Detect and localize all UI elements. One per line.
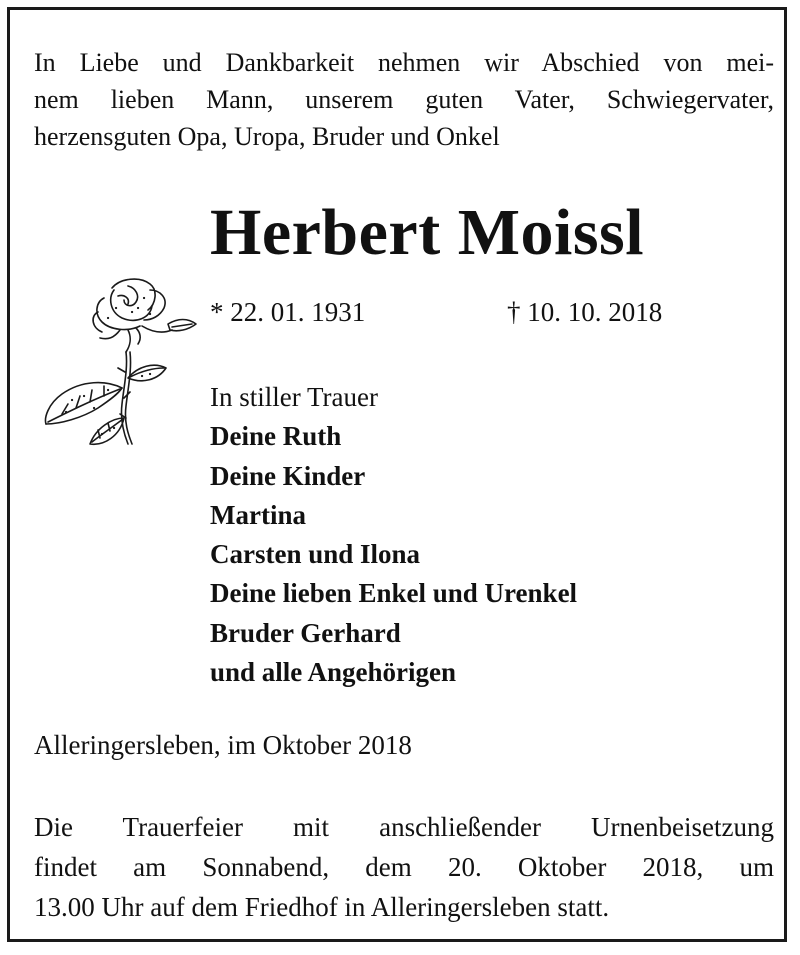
rose-icon [32,268,207,453]
mourning-phrase: In stiller Trauer [210,382,378,412]
mourner-name: Carsten und Ilona [210,539,421,570]
intro-line: In Liebe und Dankbarkeit nehmen wir Abschied von mei- [34,48,774,77]
service-line: 13.00 Uhr auf dem Friedhof in Alleringersleben statt. [34,892,610,922]
mourners-list [210,378,577,692]
death-date: † 10. 10. 2018 [507,297,663,327]
mourner-name: Deine Kinder [210,460,366,491]
mourner-name: Deine Ruth [210,421,342,452]
birth-date: * 22. 01. 1931 [210,297,366,327]
deceased-name: Herbert Moissl [210,196,645,269]
mourner-name: und alle Angehörigen [210,657,457,688]
mourner-name: Deine lieben Enkel und Urenkel [210,578,578,609]
mourner-name: Bruder Gerhard [210,617,401,648]
obituary-notice [7,7,787,942]
intro-line: nem lieben Mann, unserem guten Vater, Schwiegervater, [34,85,774,114]
mourner-name: Martina [210,499,306,530]
service-line: Die Trauerfeier mit anschließender Urnenbeisetzung [34,812,774,842]
intro-line: herzensguten Opa, Uropa, Bruder und Onkel [34,122,500,151]
intro-text [34,44,774,155]
place-and-date: Alleringersleben, im Oktober 2018 [34,730,412,760]
funeral-service-info [34,807,774,927]
service-line: findet am Sonnabend, dem 20. Oktober 2018, um [34,852,774,882]
